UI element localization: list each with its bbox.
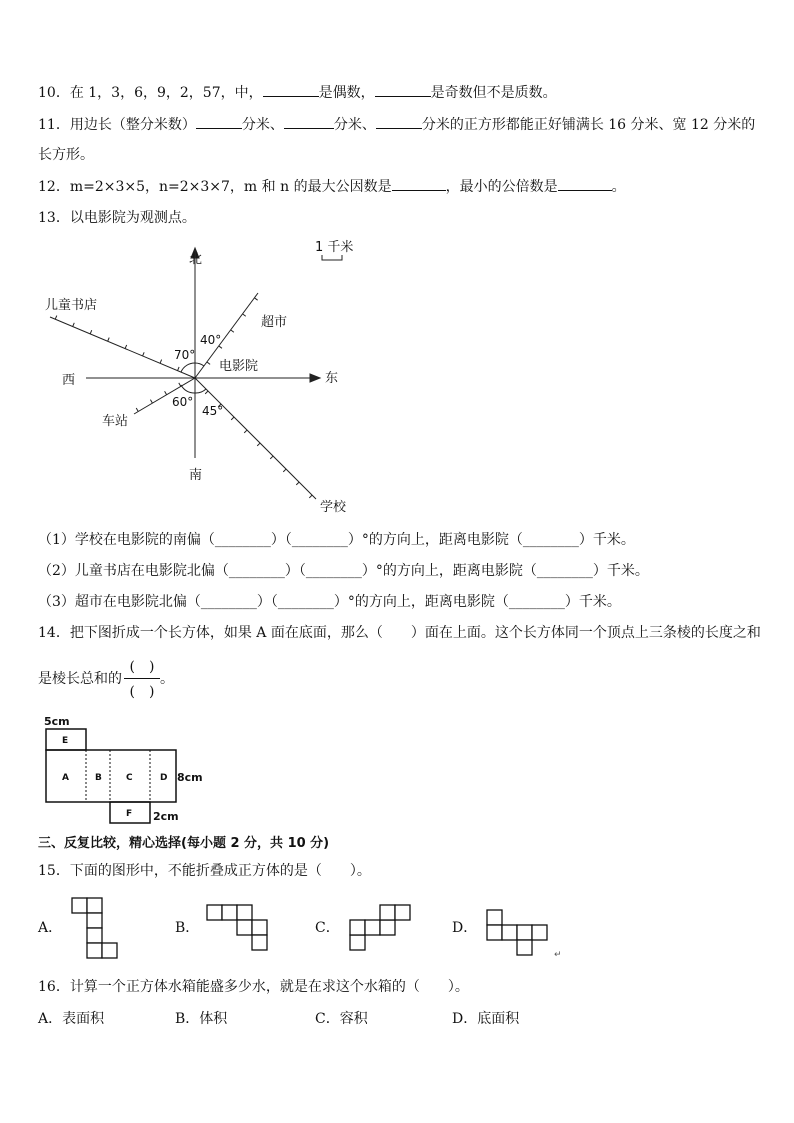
ray-tick xyxy=(73,323,75,327)
station-label: 车站 xyxy=(102,414,129,429)
direction-diagram xyxy=(40,236,370,526)
ray-tick xyxy=(231,417,234,420)
return-mark: ↵ xyxy=(554,950,562,960)
ray-tick xyxy=(244,430,247,433)
question-14: 14．把下图折成一个长方体，如果 A 面在底面，那么（ ）面在上面。这个长方体同一个顶点上三条棱的长度之和 xyxy=(38,625,761,641)
fraction-bar xyxy=(124,678,160,679)
face-c-label: C xyxy=(126,773,133,783)
fraction-denominator[interactable]: ( ) xyxy=(129,684,155,700)
net-square xyxy=(72,898,87,913)
q15-option-b-net[interactable] xyxy=(207,905,267,950)
q14-text2a: 是棱长总和的 xyxy=(38,671,122,687)
ray-tick xyxy=(283,469,286,472)
ray-tick xyxy=(309,495,312,498)
q15-option-c-net[interactable] xyxy=(350,905,410,950)
face-e-label: E xyxy=(62,736,69,746)
q12-text2: ，最小的公倍数是 xyxy=(445,179,558,195)
net-square xyxy=(87,913,102,928)
q13-sub1: （1）学校在电影院的南偏（________）（________）°的方向上，距离电影院（________）千米。 xyxy=(38,532,635,548)
face-d-label: D xyxy=(160,773,168,783)
q10-text: 10．在 1，3，6，9，2，57，中， xyxy=(38,85,263,101)
west-label: 西 xyxy=(62,373,76,388)
ray-tick xyxy=(207,362,210,364)
center-label: 电影院 xyxy=(219,359,259,374)
ray-tick xyxy=(205,391,208,394)
q14-period: 。 xyxy=(160,671,174,687)
angle-45-label: 45° xyxy=(202,404,224,418)
face-b-label: B xyxy=(95,773,102,783)
q13-sub3: （3）超市在电影院北偏（________）（________）°的方向上，距离电影院（________）千米。 xyxy=(38,594,621,610)
net-square xyxy=(87,898,102,913)
east-label: 东 xyxy=(325,371,339,386)
ray-tick xyxy=(270,456,273,459)
south-label: 南 xyxy=(189,468,203,483)
q11-blank-1[interactable] xyxy=(196,114,242,129)
q16-option-c[interactable]: C．容积 xyxy=(315,1011,368,1027)
q11-text3: 分米、 xyxy=(333,117,376,133)
net-square xyxy=(487,910,502,925)
q12-blank-2[interactable] xyxy=(558,176,612,191)
net-square xyxy=(102,943,117,958)
q11-text4: 分米的正方形都能正好铺满长 16 分米、宽 12 分米的 xyxy=(421,117,756,133)
q10-text2: 是偶数， xyxy=(318,85,375,101)
q16-option-b[interactable]: B．体积 xyxy=(175,1011,228,1027)
question-11 xyxy=(38,114,755,135)
dim-5cm: 5cm xyxy=(44,715,70,728)
ray-tick xyxy=(143,352,145,356)
box-net-diagram xyxy=(40,712,220,828)
ray-tick xyxy=(108,338,110,342)
net-square xyxy=(365,920,380,935)
q15-option-d-net[interactable] xyxy=(487,910,547,955)
net-square xyxy=(532,925,547,940)
ray-tick xyxy=(150,400,152,403)
q13-sub2: （2）儿童书店在电影院北偏（________）（________）°的方向上，距离电影院（________）千米。 xyxy=(38,563,649,579)
q12-text3: 。 xyxy=(611,179,626,195)
q11-blank-2[interactable] xyxy=(284,114,334,129)
net-square xyxy=(237,905,252,920)
q15-option-c-label[interactable]: C． xyxy=(315,920,340,936)
question-10 xyxy=(38,82,557,103)
school-ray xyxy=(195,378,316,499)
q11-text: 11．用边长（整分米数） xyxy=(38,117,196,133)
angle-40-label: 40° xyxy=(200,333,222,347)
q12-text: 12．m=2×3×5，n=2×3×7，m 和 n 的最大公因数是 xyxy=(38,179,392,195)
ray-tick xyxy=(90,330,92,334)
ray-tick xyxy=(55,316,57,320)
ray-tick xyxy=(254,298,257,300)
fraction-numerator[interactable]: ( ) xyxy=(129,659,155,675)
net-square xyxy=(487,925,502,940)
net-square xyxy=(380,920,395,935)
supermarket-label: 超市 xyxy=(261,315,288,330)
ray-tick xyxy=(160,360,162,364)
net-square xyxy=(517,925,532,940)
net-square xyxy=(87,943,102,958)
q15-option-a-net[interactable] xyxy=(72,898,117,958)
dim-2cm: 2cm xyxy=(153,810,179,823)
question-13-title: 13．以电影院为观测点。 xyxy=(38,210,196,226)
net-square xyxy=(252,935,267,950)
ray-tick xyxy=(231,330,234,332)
net-square xyxy=(502,925,517,940)
angle-arc-40 xyxy=(195,363,204,366)
school-label: 学校 xyxy=(320,500,347,515)
q12-blank-1[interactable] xyxy=(392,176,446,191)
ray-tick xyxy=(243,314,246,316)
question-12 xyxy=(38,176,626,197)
angle-60-label: 60° xyxy=(172,395,194,409)
ray-tick xyxy=(296,482,299,485)
face-f-label: F xyxy=(126,809,133,819)
net-square xyxy=(350,935,365,950)
net-square xyxy=(237,920,252,935)
ray-tick xyxy=(136,408,138,411)
net-square xyxy=(380,905,395,920)
question-16: 16．计算一个正方体水箱能盛多少水，就是在求这个水箱的（ ）。 xyxy=(38,979,469,995)
ray-tick xyxy=(125,345,127,349)
q15-nets xyxy=(0,890,600,965)
ray-tick xyxy=(179,383,181,386)
q11-text2: 分米、 xyxy=(241,117,284,133)
face-a-label: A xyxy=(62,773,69,783)
q10-blank-2[interactable] xyxy=(375,82,431,97)
ray-tick xyxy=(178,367,180,371)
q16-option-d[interactable]: D．底面积 xyxy=(452,1011,520,1027)
angle-arc-70 xyxy=(181,363,195,372)
bookstore-label: 儿童书店 xyxy=(45,298,98,313)
q15-option-b-label[interactable]: B． xyxy=(175,920,200,936)
net-square xyxy=(207,905,222,920)
angle-70-label: 70° xyxy=(174,348,196,362)
net-square xyxy=(517,940,532,955)
q11-line2: 长方形。 xyxy=(38,147,94,163)
scale-label: 1 千米 xyxy=(315,240,354,255)
net-square xyxy=(252,920,267,935)
net-square xyxy=(350,920,365,935)
q10-text3: 是奇数但不是质数。 xyxy=(430,85,557,101)
q11-blank-3[interactable] xyxy=(376,114,422,129)
net-square xyxy=(395,905,410,920)
section-3-heading: 三、反复比较，精心选择(每小题 2 分，共 10 分) xyxy=(38,836,330,851)
angle-arc-45 xyxy=(195,389,206,393)
east-arrow xyxy=(310,374,320,382)
fraction-blank[interactable] xyxy=(124,656,160,701)
net-square xyxy=(222,905,237,920)
q15-option-d-label[interactable]: D． xyxy=(452,920,478,936)
dim-8cm: 8cm xyxy=(177,771,203,784)
scale-bar xyxy=(322,255,342,260)
angle-arc-60 xyxy=(181,385,195,393)
q14-line2 xyxy=(38,669,122,689)
north-label: 北 xyxy=(189,252,203,267)
q16-option-a[interactable]: A．表面积 xyxy=(38,1011,105,1027)
q15-option-a-label[interactable]: A． xyxy=(38,920,63,936)
ray-tick xyxy=(257,443,260,446)
net-square xyxy=(87,928,102,943)
ray-tick xyxy=(165,391,167,394)
q10-blank-1[interactable] xyxy=(263,82,319,97)
question-15: 15．下面的图形中，不能折叠成正方体的是（ ）。 xyxy=(38,863,371,879)
